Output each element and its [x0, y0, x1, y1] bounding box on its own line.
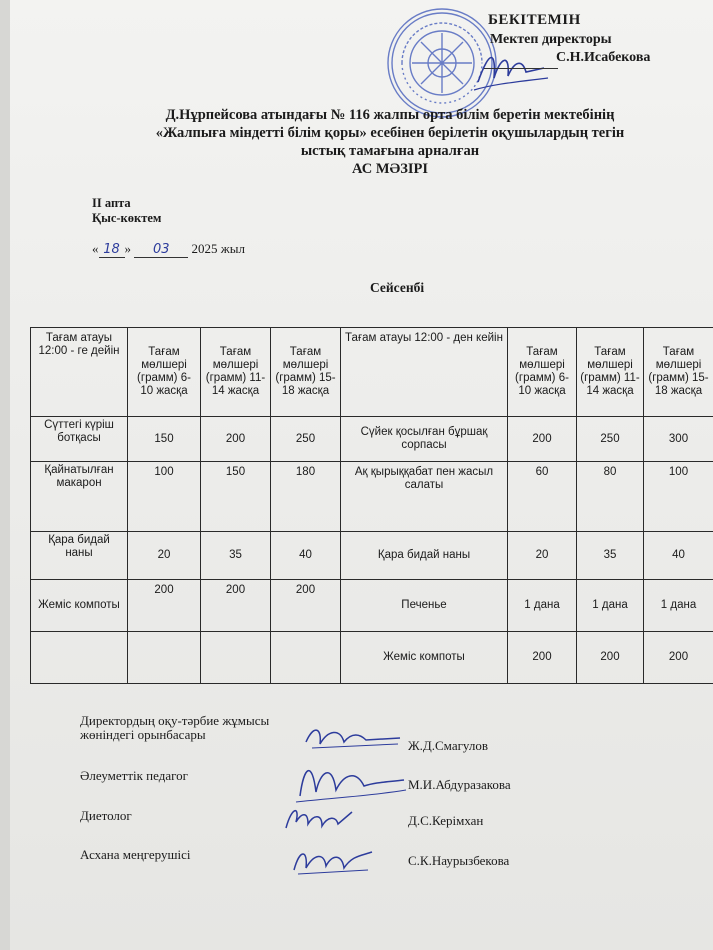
canteen-manager-signature — [288, 840, 378, 880]
signatory-role-dietitian: Диетолог — [80, 808, 132, 823]
table-cell: 200 — [577, 632, 644, 684]
table-cell: 40 — [644, 532, 713, 580]
date-close-quote: » — [124, 241, 131, 256]
table-header-cell: Тағам атауы 12:00 - ге дейін — [31, 328, 128, 417]
signatory-role-social-pedagogue: Әлеуметтік педагог — [80, 768, 188, 783]
table-cell: 180 — [271, 462, 341, 532]
signatory-name-social-pedagogue: М.И.Абдуразакова — [408, 777, 511, 792]
table-cell: Жеміс компоты — [341, 632, 508, 684]
week-info — [92, 196, 161, 226]
table-cell: 200 — [271, 580, 341, 632]
table-row — [31, 417, 713, 462]
signatory-name-deputy-director: Ж.Д.Смагулов — [408, 738, 488, 753]
date-year: 2025 жыл — [191, 241, 245, 256]
table-header-cell: Тағам мөлшері (грамм) 6-10 жасқа — [508, 328, 577, 417]
signatory-role-deputy-director: Директордың оқу-тәрбие жұмысы жөніндегі орынбасары — [80, 713, 270, 742]
table-header-cell: Тағам мөлшері (грамм) 6-10 жасқа — [128, 328, 201, 417]
page-edge — [0, 0, 10, 950]
title-line-1: Д.Нұрпейсова атындағы № 116 жалпы орта білім беретін мектебінің — [165, 107, 615, 123]
table-cell: 35 — [577, 532, 644, 580]
table-cell: 150 — [128, 417, 201, 462]
season-label: Қыс-көктем — [92, 211, 162, 225]
table-cell: 60 — [508, 462, 577, 532]
date-month: 03 — [134, 242, 188, 258]
signatory-name-dietitian: Д.С.Керімхан — [408, 813, 484, 828]
approval-position: Мектеп директоры — [490, 32, 612, 47]
table-cell: 1 дана — [577, 580, 644, 632]
table-cell: Печенье — [341, 580, 508, 632]
table-cell: 40 — [271, 532, 341, 580]
table-cell: 200 — [128, 580, 201, 632]
table-cell: 200 — [201, 417, 271, 462]
table-row — [31, 632, 713, 684]
date-line — [92, 241, 245, 258]
table-cell: Сүйек қосылған бұршақ сорпасы — [341, 417, 508, 462]
table-header-cell: Тағам мөлшері (грамм) 11-14 жасқа — [201, 328, 271, 417]
table-cell: 200 — [644, 632, 713, 684]
table-cell — [128, 632, 201, 684]
table-cell: 200 — [201, 580, 271, 632]
table-header-cell: Тағам атауы 12:00 - ден кейін — [341, 328, 508, 417]
table-cell: 300 — [644, 417, 713, 462]
table-cell — [271, 632, 341, 684]
table-cell: 200 — [508, 632, 577, 684]
signatory-name-canteen-manager: С.К.Наурызбекова — [408, 853, 510, 868]
table-cell: Ақ қырыққабат пен жасыл салаты — [341, 462, 508, 532]
table-header-cell: Тағам мөлшері (грамм) 11-14 жасқа — [577, 328, 644, 417]
table-cell — [201, 632, 271, 684]
table-cell: 200 — [508, 417, 577, 462]
table-cell: 100 — [644, 462, 713, 532]
title-line-4: АС МӘЗІРІ — [351, 161, 429, 177]
table-cell: 35 — [201, 532, 271, 580]
week-label: ІІ апта — [92, 196, 131, 210]
document-title — [80, 106, 700, 178]
table-cell: 1 дана — [508, 580, 577, 632]
table-header-cell: Тағам мөлшері (грамм) 15-18 жасқа — [271, 328, 341, 417]
title-line-3: ыстық тамағына арналған — [300, 143, 480, 159]
table-cell: Қара бидай наны — [31, 532, 128, 580]
date-day: 18 — [99, 242, 125, 258]
table-cell: 1 дана — [644, 580, 713, 632]
table-cell: Қайнатылған макарон — [31, 462, 128, 532]
table-cell: 20 — [128, 532, 201, 580]
table-cell: 80 — [577, 462, 644, 532]
table-cell: 150 — [201, 462, 271, 532]
table-cell: Сүттегі күріш ботқасы — [31, 417, 128, 462]
table-row — [31, 462, 713, 532]
table-cell: 250 — [271, 417, 341, 462]
menu-table — [30, 327, 713, 684]
day-of-week: Сейсенбі — [370, 280, 425, 295]
table-cell: 100 — [128, 462, 201, 532]
table-cell: 250 — [577, 417, 644, 462]
table-cell: Жеміс компоты — [31, 580, 128, 632]
table-cell — [31, 632, 128, 684]
table-cell: 20 — [508, 532, 577, 580]
signatory-role-canteen-manager: Асхана меңгерушісі — [80, 847, 191, 862]
title-line-2: «Жалпыға міндетті білім қоры» есебінен берілетін оқушылардың тегін — [155, 125, 625, 141]
table-header-row — [31, 328, 713, 417]
dietitian-signature — [278, 798, 358, 838]
approval-signature-line — [484, 68, 558, 69]
date-open-quote: « — [92, 241, 99, 256]
table-header-cell: Тағам мөлшері (грамм) 15-18 жасқа — [644, 328, 713, 417]
table-row — [31, 580, 713, 632]
approval-name: С.Н.Исабекова — [556, 50, 651, 65]
approval-heading: БЕКІТЕМІН — [488, 12, 581, 28]
table-row — [31, 532, 713, 580]
table-cell: Қара бидай наны — [341, 532, 508, 580]
